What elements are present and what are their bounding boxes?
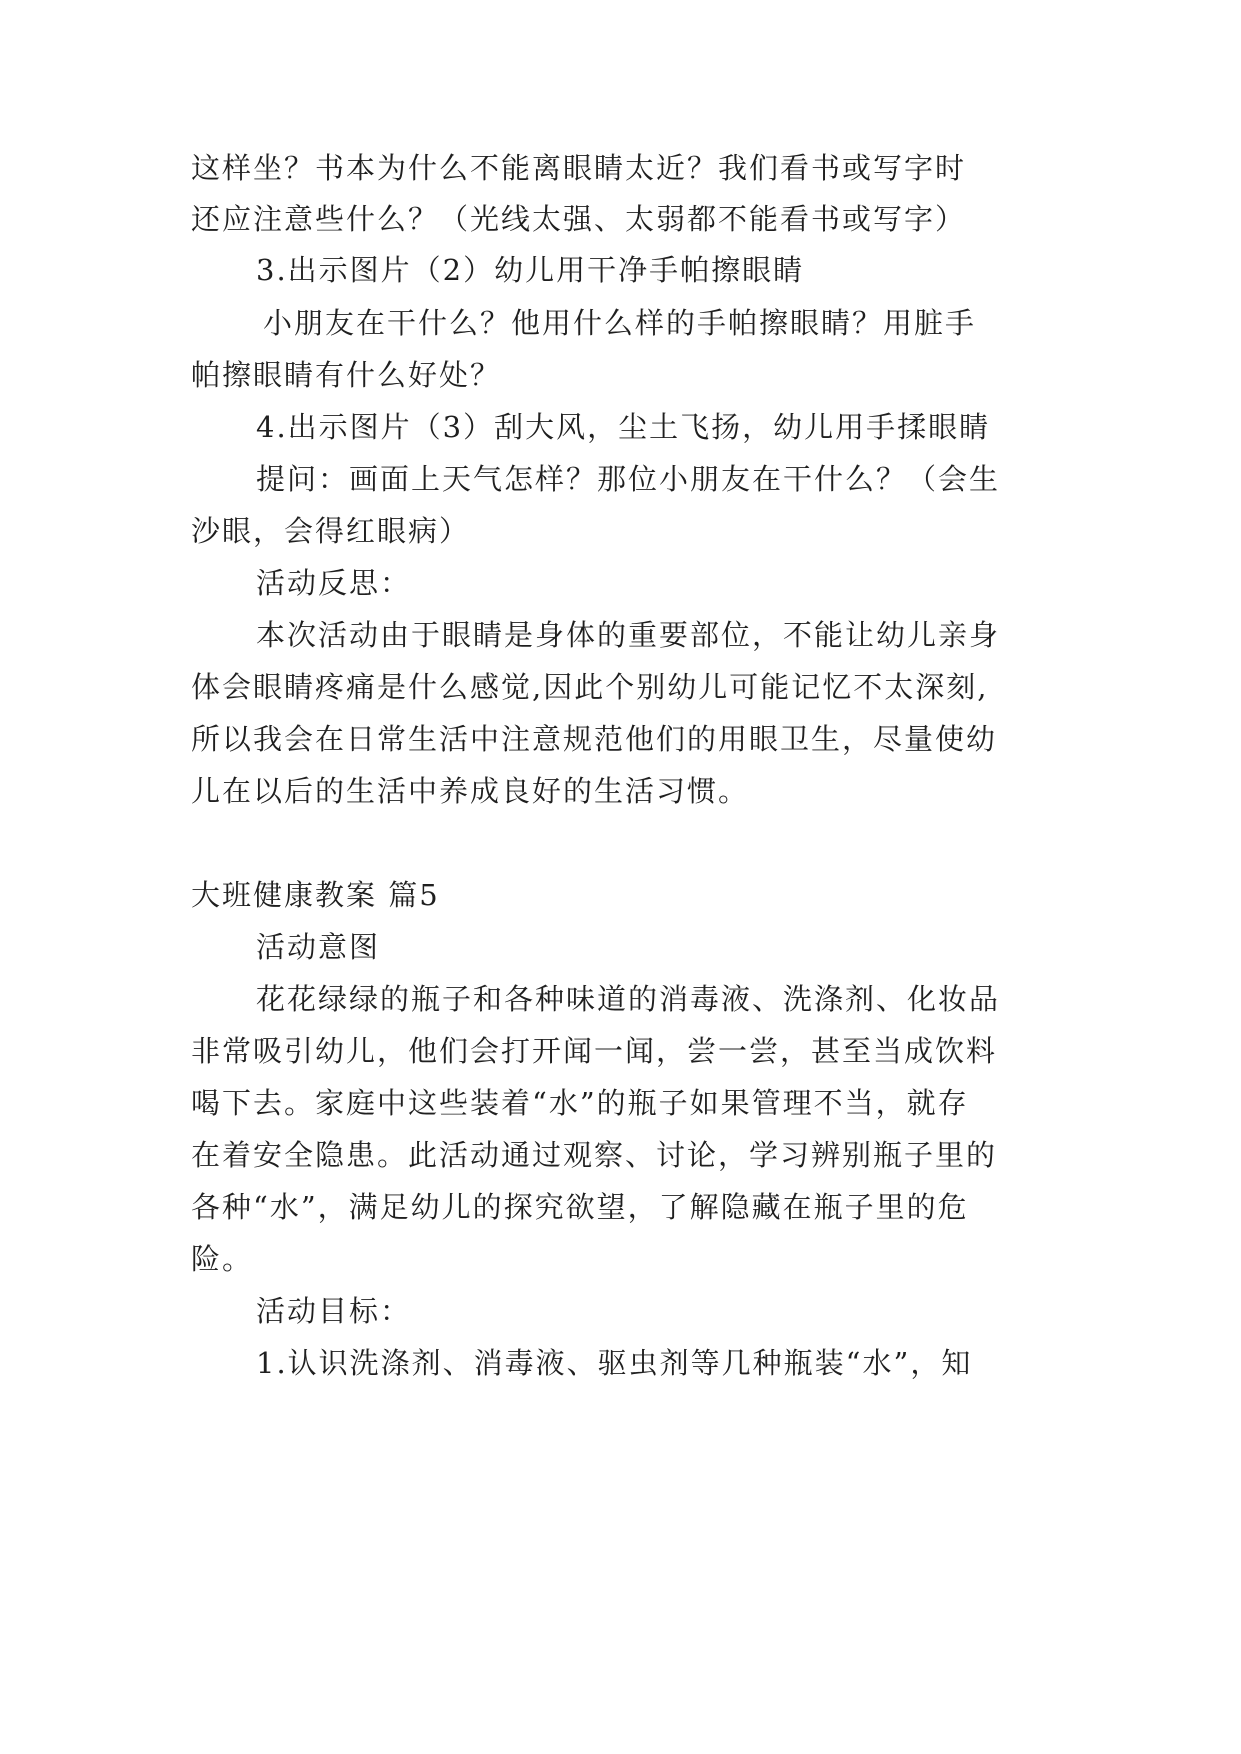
text-line: 本次活动由于眼睛是身体的重要部位，不能让幼儿亲身 bbox=[256, 618, 1001, 652]
text-line: 帕擦眼睛有什么好处？ bbox=[191, 358, 502, 392]
text-line: 提问：画面上天气怎样？那位小朋友在干什么？（会生 bbox=[256, 462, 1001, 496]
text-line: 沙眼，会得红眼病） bbox=[191, 514, 471, 548]
text-line: 这样坐？书本为什么不能离眼睛太近？我们看书或写字时 bbox=[191, 151, 967, 185]
text-line: 体会眼睛疼痛是什么感觉,因此个别幼儿可能记忆不太深刻, bbox=[191, 670, 989, 704]
text-line: 险。 bbox=[191, 1242, 254, 1276]
text-line: 非常吸引幼儿，他们会打开闻一闻，尝一尝，甚至当成饮料 bbox=[191, 1034, 998, 1068]
text-line: 还应注意些什么？（光线太强、太弱都不能看书或写字） bbox=[191, 202, 967, 236]
text-line: 所以我会在日常生活中注意规范他们的用眼卫生，尽量使幼 bbox=[191, 722, 998, 756]
text-line: 在着安全隐患。此活动通过观察、讨论，学习辨别瓶子里的 bbox=[191, 1138, 998, 1172]
text-line: 喝下去。家庭中这些装着“水”的瓶子如果管理不当，就存 bbox=[191, 1086, 969, 1120]
section-heading: 活动反思： bbox=[256, 566, 412, 600]
section-heading: 活动目标： bbox=[256, 1294, 412, 1328]
list-item: 4.出示图片（3）刮大风，尘土飞扬，幼儿用手揉眼睛 bbox=[256, 410, 991, 444]
article-title: 大班健康教案 篇5 bbox=[191, 878, 440, 912]
section-heading: 活动意图 bbox=[256, 930, 381, 964]
text-line: 花花绿绿的瓶子和各种味道的消毒液、洗涤剂、化妆品 bbox=[256, 982, 1001, 1016]
text-line: 小朋友在干什么？他用什么样的手帕擦眼睛？用脏手 bbox=[263, 306, 977, 340]
text-line: 儿在以后的生活中养成良好的生活习惯。 bbox=[191, 774, 750, 808]
text-line: 各种“水”，满足幼儿的探究欲望，了解隐藏在瓶子里的危 bbox=[191, 1190, 969, 1224]
list-item: 1.认识洗涤剂、消毒液、驱虫剂等几种瓶装“水”，知 bbox=[256, 1346, 973, 1380]
list-item: 3.出示图片（2）幼儿用干净手帕擦眼睛 bbox=[256, 253, 805, 287]
